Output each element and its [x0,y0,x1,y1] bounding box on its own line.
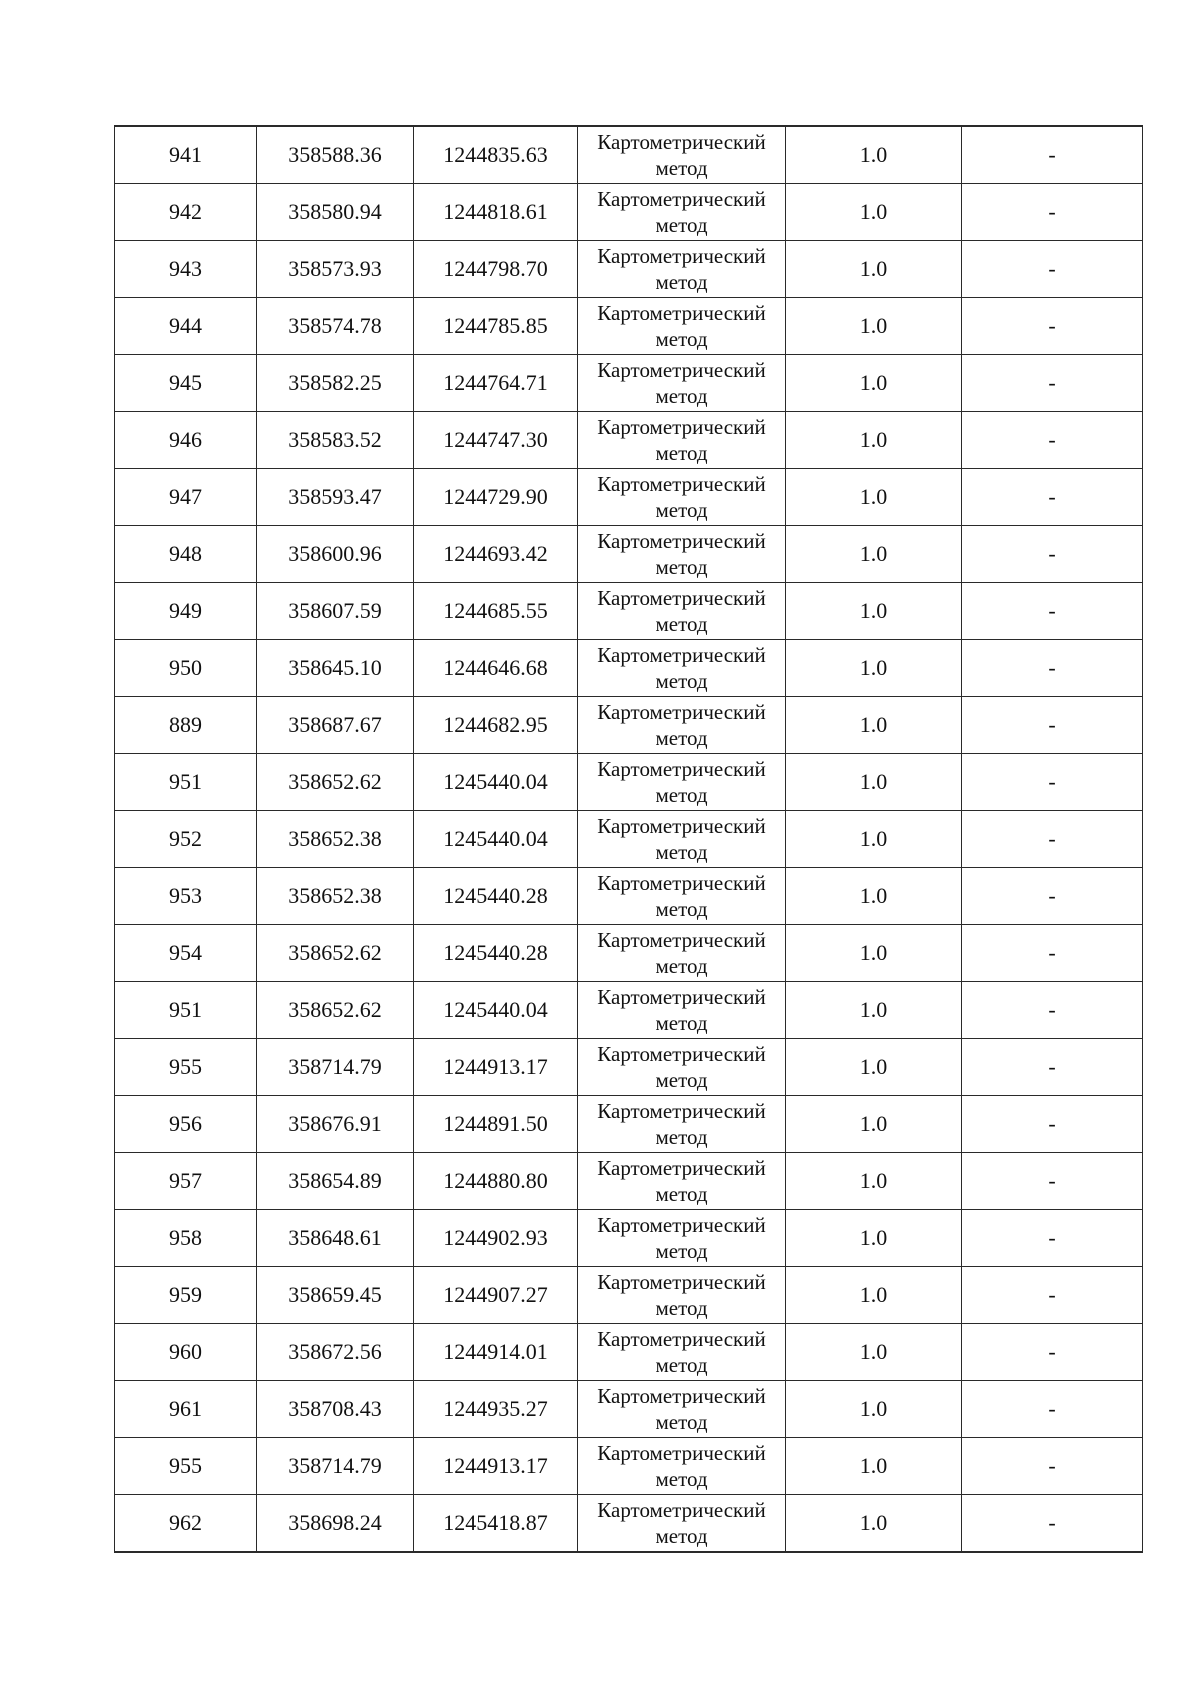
method-cell [578,412,786,469]
accuracy-cell: 1.0 [786,868,962,925]
coordinate-x-cell: 358645.10 [257,640,414,697]
method-cell [578,697,786,754]
note-cell: - [962,469,1143,526]
coordinate-x-cell: 358600.96 [257,526,414,583]
table-row [115,640,1143,697]
coordinate-y-cell: 1244785.85 [414,298,578,355]
method-cell [578,811,786,868]
method-line-1: Картометрический [597,529,766,553]
coordinate-y-cell: 1244646.68 [414,640,578,697]
accuracy-cell: 1.0 [786,1153,962,1210]
point-number-cell: 959 [115,1267,257,1324]
method-line-2: метод [655,1068,708,1092]
table-row [115,1039,1143,1096]
accuracy-cell: 1.0 [786,1381,962,1438]
point-number-cell: 955 [115,1438,257,1495]
accuracy-cell: 1.0 [786,811,962,868]
method-line-2: метод [655,1125,708,1149]
coordinate-x-cell: 358654.89 [257,1153,414,1210]
method-line-2: метод [655,783,708,807]
point-number-cell: 960 [115,1324,257,1381]
method-line-2: метод [655,213,708,237]
method-cell [578,469,786,526]
point-number-cell: 943 [115,241,257,298]
method-cell [578,1039,786,1096]
accuracy-cell: 1.0 [786,526,962,583]
accuracy-cell: 1.0 [786,1210,962,1267]
table-row [115,1381,1143,1438]
coordinate-x-cell: 358652.62 [257,982,414,1039]
table-row [115,1096,1143,1153]
note-cell: - [962,1495,1143,1553]
method-cell [578,982,786,1039]
method-cell [578,1495,786,1553]
note-cell: - [962,811,1143,868]
method-line-2: метод [655,897,708,921]
coordinate-x-cell: 358652.62 [257,754,414,811]
accuracy-cell: 1.0 [786,1324,962,1381]
note-cell: - [962,298,1143,355]
point-number-cell: 955 [115,1039,257,1096]
method-line-1: Картометрический [597,757,766,781]
method-cell [578,925,786,982]
coordinates-table-body [115,126,1143,1552]
method-cell [578,298,786,355]
coordinate-y-cell: 1245418.87 [414,1495,578,1553]
coordinate-x-cell: 358582.25 [257,355,414,412]
accuracy-cell: 1.0 [786,1096,962,1153]
method-cell [578,526,786,583]
note-cell: - [962,583,1143,640]
method-cell [578,184,786,241]
method-line-2: метод [655,270,708,294]
coordinate-y-cell: 1245440.04 [414,811,578,868]
table-row [115,298,1143,355]
coordinate-y-cell: 1244729.90 [414,469,578,526]
table-row [115,1495,1143,1553]
note-cell: - [962,1096,1143,1153]
coordinate-y-cell: 1244913.17 [414,1438,578,1495]
table-row [115,583,1143,640]
method-line-1: Картометрический [597,472,766,496]
coordinate-x-cell: 358652.62 [257,925,414,982]
coordinate-x-cell: 358698.24 [257,1495,414,1553]
point-number-cell: 942 [115,184,257,241]
accuracy-cell: 1.0 [786,298,962,355]
accuracy-cell: 1.0 [786,241,962,298]
accuracy-cell: 1.0 [786,1438,962,1495]
coordinate-y-cell: 1244880.80 [414,1153,578,1210]
accuracy-cell: 1.0 [786,184,962,241]
note-cell: - [962,925,1143,982]
point-number-cell: 952 [115,811,257,868]
method-line-1: Картометрический [597,1441,766,1465]
coordinate-y-cell: 1245440.28 [414,868,578,925]
note-cell: - [962,640,1143,697]
accuracy-cell: 1.0 [786,1267,962,1324]
coordinate-y-cell: 1244747.30 [414,412,578,469]
coordinate-y-cell: 1244764.71 [414,355,578,412]
point-number-cell: 947 [115,469,257,526]
coordinate-y-cell: 1245440.04 [414,982,578,1039]
method-line-1: Картометрический [597,187,766,211]
method-cell [578,640,786,697]
coordinate-y-cell: 1244682.95 [414,697,578,754]
method-cell [578,241,786,298]
method-line-1: Картометрический [597,301,766,325]
coordinate-y-cell: 1244891.50 [414,1096,578,1153]
coordinate-x-cell: 358652.38 [257,868,414,925]
point-number-cell: 944 [115,298,257,355]
method-line-2: метод [655,1524,708,1548]
accuracy-cell: 1.0 [786,1039,962,1096]
method-line-1: Картометрический [597,814,766,838]
accuracy-cell: 1.0 [786,925,962,982]
method-line-2: метод [655,498,708,522]
point-number-cell: 957 [115,1153,257,1210]
table-row [115,697,1143,754]
accuracy-cell: 1.0 [786,355,962,412]
coordinate-y-cell: 1244835.63 [414,126,578,184]
accuracy-cell: 1.0 [786,1495,962,1553]
coordinate-x-cell: 358708.43 [257,1381,414,1438]
table-row [115,754,1143,811]
accuracy-cell: 1.0 [786,754,962,811]
note-cell: - [962,1039,1143,1096]
method-line-2: метод [655,555,708,579]
method-cell [578,754,786,811]
accuracy-cell: 1.0 [786,469,962,526]
method-line-1: Картометрический [597,358,766,382]
method-line-2: метод [655,156,708,180]
coordinate-x-cell: 358583.52 [257,412,414,469]
point-number-cell: 958 [115,1210,257,1267]
method-line-1: Картометрический [597,928,766,952]
table-row [115,925,1143,982]
table-row [115,1267,1143,1324]
point-number-cell: 941 [115,126,257,184]
method-line-2: метод [655,612,708,636]
method-line-2: метод [655,954,708,978]
coordinate-y-cell: 1245440.04 [414,754,578,811]
table-row [115,1438,1143,1495]
note-cell: - [962,1267,1143,1324]
table-row [115,868,1143,925]
coordinate-x-cell: 358588.36 [257,126,414,184]
method-line-1: Картометрический [597,700,766,724]
note-cell: - [962,184,1143,241]
method-line-1: Картометрический [597,1213,766,1237]
accuracy-cell: 1.0 [786,640,962,697]
method-line-1: Картометрический [597,643,766,667]
coordinate-y-cell: 1245440.28 [414,925,578,982]
table-row [115,241,1143,298]
note-cell: - [962,1381,1143,1438]
method-line-2: метод [655,840,708,864]
coordinate-y-cell: 1244693.42 [414,526,578,583]
method-line-2: метод [655,441,708,465]
method-line-1: Картометрический [597,586,766,610]
point-number-cell: 962 [115,1495,257,1553]
note-cell: - [962,1210,1143,1267]
method-line-2: метод [655,1296,708,1320]
coordinate-y-cell: 1244798.70 [414,241,578,298]
method-line-2: метод [655,1239,708,1263]
table-row [115,412,1143,469]
point-number-cell: 953 [115,868,257,925]
note-cell: - [962,526,1143,583]
table-row [115,469,1143,526]
point-number-cell: 954 [115,925,257,982]
coordinate-x-cell: 358672.56 [257,1324,414,1381]
point-number-cell: 948 [115,526,257,583]
coordinate-x-cell: 358593.47 [257,469,414,526]
method-line-1: Картометрический [597,985,766,1009]
method-cell [578,1381,786,1438]
method-line-1: Картометрический [597,1384,766,1408]
note-cell: - [962,1324,1143,1381]
method-line-1: Картометрический [597,1156,766,1180]
method-line-1: Картометрический [597,244,766,268]
coordinate-x-cell: 358648.61 [257,1210,414,1267]
method-line-1: Картометрический [597,1270,766,1294]
table-row [115,811,1143,868]
method-cell [578,1438,786,1495]
point-number-cell: 961 [115,1381,257,1438]
note-cell: - [962,241,1143,298]
coordinate-y-cell: 1244685.55 [414,583,578,640]
point-number-cell: 889 [115,697,257,754]
method-line-2: метод [655,1011,708,1035]
method-line-1: Картометрический [597,1327,766,1351]
coordinate-x-cell: 358714.79 [257,1438,414,1495]
method-line-2: метод [655,1182,708,1206]
method-line-1: Картометрический [597,1498,766,1522]
note-cell: - [962,1438,1143,1495]
table-row [115,355,1143,412]
method-cell [578,1210,786,1267]
method-cell [578,868,786,925]
note-cell: - [962,697,1143,754]
coordinate-x-cell: 358607.59 [257,583,414,640]
accuracy-cell: 1.0 [786,412,962,469]
table-row [115,526,1143,583]
coordinate-x-cell: 358687.67 [257,697,414,754]
note-cell: - [962,1153,1143,1210]
method-line-2: метод [655,726,708,750]
coordinate-x-cell: 358659.45 [257,1267,414,1324]
method-line-1: Картометрический [597,1042,766,1066]
coordinate-x-cell: 358714.79 [257,1039,414,1096]
point-number-cell: 956 [115,1096,257,1153]
method-line-2: метод [655,327,708,351]
note-cell: - [962,412,1143,469]
table-row [115,1210,1143,1267]
table-row [115,1153,1143,1210]
point-number-cell: 946 [115,412,257,469]
method-line-2: метод [655,1353,708,1377]
table-row [115,1324,1143,1381]
accuracy-cell: 1.0 [786,126,962,184]
method-line-1: Картометрический [597,415,766,439]
table-row [115,184,1143,241]
coordinate-x-cell: 358574.78 [257,298,414,355]
method-line-2: метод [655,1467,708,1491]
point-number-cell: 951 [115,754,257,811]
coordinate-x-cell: 358580.94 [257,184,414,241]
accuracy-cell: 1.0 [786,583,962,640]
coordinate-y-cell: 1244907.27 [414,1267,578,1324]
method-cell [578,1096,786,1153]
coordinate-y-cell: 1244935.27 [414,1381,578,1438]
point-number-cell: 950 [115,640,257,697]
method-line-2: метод [655,384,708,408]
method-cell [578,1324,786,1381]
method-cell [578,583,786,640]
table-row [115,126,1143,184]
method-cell [578,1267,786,1324]
coordinate-x-cell: 358652.38 [257,811,414,868]
note-cell: - [962,754,1143,811]
method-line-1: Картометрический [597,130,766,154]
table-row [115,982,1143,1039]
method-line-1: Картометрический [597,871,766,895]
point-number-cell: 951 [115,982,257,1039]
coordinate-x-cell: 358676.91 [257,1096,414,1153]
point-number-cell: 945 [115,355,257,412]
note-cell: - [962,126,1143,184]
method-line-2: метод [655,669,708,693]
method-cell [578,355,786,412]
coordinate-y-cell: 1244914.01 [414,1324,578,1381]
method-line-1: Картометрический [597,1099,766,1123]
coordinate-y-cell: 1244913.17 [414,1039,578,1096]
coordinates-table [114,125,1143,1553]
method-cell [578,126,786,184]
coordinate-y-cell: 1244818.61 [414,184,578,241]
note-cell: - [962,868,1143,925]
accuracy-cell: 1.0 [786,982,962,1039]
accuracy-cell: 1.0 [786,697,962,754]
note-cell: - [962,982,1143,1039]
note-cell: - [962,355,1143,412]
coordinate-y-cell: 1244902.93 [414,1210,578,1267]
method-line-2: метод [655,1410,708,1434]
method-cell [578,1153,786,1210]
point-number-cell: 949 [115,583,257,640]
coordinate-x-cell: 358573.93 [257,241,414,298]
